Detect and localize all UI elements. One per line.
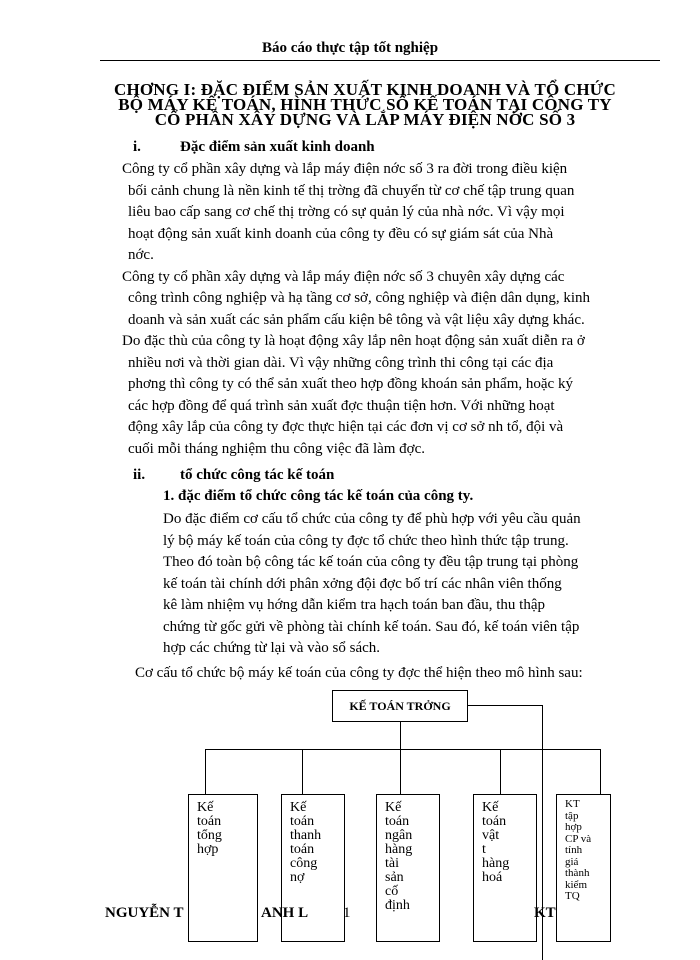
- org-box-bank-asset-accounting: Kế toán ngân hàng tài sản cố định: [376, 794, 440, 942]
- org-connector: [600, 749, 601, 794]
- body-line: lý bộ máy kế toán của công ty đợc tổ chức theo hình thức tập trung.: [163, 532, 569, 549]
- org-connector: [302, 749, 303, 794]
- chapter-title: [95, 82, 635, 127]
- body-line: Theo đó toàn bộ công tác kế toán của công ty đều tập trung tại phòng: [163, 554, 579, 570]
- diagram-intro: Cơ cấu tổ chức bộ máy kế toán của công ty đợc thể hiện theo mô hình sau:: [135, 665, 583, 681]
- body-line: hợp các chứng từ lại và vào sổ sách.: [163, 640, 381, 656]
- body-line: phơng thì công ty có thể sản xuất theo hợp đồng khoán sản phẩm, hoặc ký: [128, 376, 573, 392]
- body-line: Do đặc điểm cơ cấu tổ chức của công ty để phù hợp với yêu cầu quản: [163, 511, 581, 527]
- chapter-title-line-3: CỔ PHẦN XÂY DỰNG VÀ LẮP MÁY ĐIỆN NỚC SỐ 3: [154, 110, 576, 129]
- body-line: Do đặc thù của công ty là hoạt động xây lắp nên hoạt động sản xuất diễn ra ở: [122, 333, 585, 349]
- section-2-title: tổ chức công tác kế toán: [180, 467, 335, 483]
- org-connector: [205, 749, 206, 794]
- body-line: bối cảnh chung là nền kinh tế thị trờng đã chuyển từ cơ chế tập trung quan: [128, 182, 575, 199]
- section-1-number: i.: [133, 139, 141, 155]
- body-line: các hợp đồng để quá trình sản xuất đợc thuận tiện hơn. Với những hoạt: [128, 397, 555, 414]
- org-connector: [500, 749, 501, 794]
- org-box-payment-accounting: Kế toán thanh toán công nợ: [281, 794, 345, 942]
- section-1-title: Đặc điểm sản xuất kinh doanh: [180, 139, 375, 155]
- org-connector: [400, 722, 401, 750]
- body-line: nớc.: [128, 247, 154, 263]
- body-line: kê làm nhiệm vụ hớng dẫn kiểm tra hạch toán ban đầu, thu thập: [163, 597, 545, 613]
- footer-author-left: NGUYỄN T: [105, 905, 184, 921]
- chapter-title-line-2: BỘ MÁY KẾ TOÁN, HÌNH THỨC SỔ KẾ TOÁN TẠI CÔNG TY: [118, 95, 612, 114]
- footer-author-right: ANH L: [261, 905, 309, 921]
- body-line: nhiều nơi và thời gian dài. Vì vậy những công trình thi công tại các địa: [128, 354, 554, 371]
- body-line: Công ty cổ phần xây dựng và lắp máy điện nớc số 3 ra đời trong điều kiện: [122, 161, 568, 177]
- body-line: liêu bao cấp sang cơ chế thị trờng có sự quản lý của nhà nớc. Vì vậy mọi: [128, 204, 565, 220]
- body-line: hoạt động sản xuất kinh doanh của công ty đều có sự giám sát của Nhà: [128, 225, 554, 242]
- section-1-body: [122, 159, 682, 460]
- subsection-1-title: 1. đặc điểm tổ chức công tác kế toán của công ty.: [163, 488, 474, 504]
- org-box-materials-accounting: Kế toán vật t hàng hoá: [473, 794, 537, 942]
- org-box-general-accounting: Kế toán tổng hợp: [188, 794, 258, 942]
- section-2-number: ii.: [133, 467, 146, 483]
- org-box-cost-accounting: KT tập hợp CP và tính giá thành kiểm TQ: [556, 794, 611, 942]
- body-line: chứng từ gốc gửi về phòng tài chính kế toán. Sau đó, kế toán viên tập: [163, 618, 580, 635]
- body-line: Công ty cổ phần xây dựng và lắp máy điện nớc số 3 chuyên xây dựng các: [122, 268, 565, 285]
- page-header-title: Báo cáo thực tập tốt nghiệp: [261, 40, 439, 56]
- body-line: cuối mỗi tháng nghiệm thu công việc đã làm đợc.: [128, 440, 426, 457]
- body-line: công trình công nghiệp và hạ tầng cơ sở, công nghiệp và điện dân dụng, kinh: [128, 290, 591, 306]
- subsection-1-body: [163, 509, 673, 660]
- header-divider: [100, 60, 660, 61]
- org-connector: [205, 749, 600, 750]
- body-line: doanh và sản xuất các sản phẩm cấu kiện bê tông và vật liệu xây dựng khác.: [128, 311, 585, 328]
- chapter-title-line-1: CHƠNG I: ĐẶC ĐIỂM SẢN XUẤT KINH DOANH VÀ TỔ CHỨC: [113, 80, 616, 99]
- org-connector: [468, 705, 542, 706]
- body-line: kế toán tài chính dới phân xởng đội đợc bố trí các nhân viên thống: [163, 575, 562, 592]
- org-top-box: KẾ TOÁN TRỞNG: [332, 690, 468, 722]
- body-line: động xây lắp của công ty đợc thực hiện tại các đơn vị cơ sở nh tổ, đội và: [128, 419, 564, 435]
- footer-class: KT: [534, 905, 556, 921]
- org-connector: [400, 749, 401, 794]
- footer-page-number: 1: [343, 905, 351, 921]
